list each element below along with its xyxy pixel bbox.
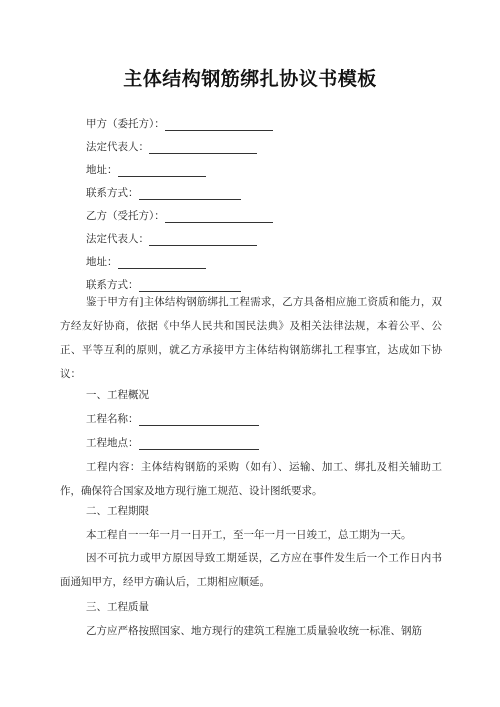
party-b-address-line <box>86 255 206 269</box>
section1-heading: 一、工程概况 <box>86 389 149 401</box>
party-b-representative-label: 法定代表人： <box>86 233 149 245</box>
party-a-blank <box>165 119 273 131</box>
project-content-paragraph: 工程内容：主体结构钢筋的采购（如有）、运输、加工、绑扎及相关辅助工作，确保符合国家及地方现行施工规范、设计图纸要求。 <box>60 461 442 497</box>
party-b-address-blank <box>118 257 206 269</box>
project-location-label: 工程地点： <box>86 437 139 449</box>
party-a-label: 甲方（委托方）： <box>86 118 165 130</box>
party-b-label: 乙方（受托方）： <box>86 210 165 222</box>
document-title: 主体结构钢筋绑扎协议书模板 <box>123 68 377 90</box>
project-location-blank <box>139 438 259 450</box>
party-b-representative-blank <box>149 234 257 246</box>
party-b-representative-line <box>86 232 257 246</box>
party-b-blank <box>165 211 273 223</box>
party-a-line <box>86 117 273 131</box>
party-a-address-blank <box>118 165 206 177</box>
party-a-representative-label: 法定代表人： <box>86 141 149 153</box>
party-a-address-line <box>86 163 206 177</box>
party-a-contact-label: 联系方式： <box>86 187 139 199</box>
party-a-address-label: 地址： <box>86 164 118 176</box>
party-a-contact-line <box>86 186 241 200</box>
delay-paragraph: 因不可抗力或甲方原因导致工期延误，乙方应在事件发生后一个工作日内书面通知甲方，经甲方确认后，工期相应顺延。 <box>60 552 442 588</box>
party-a-representative-blank <box>149 142 257 154</box>
project-location-line <box>86 436 259 450</box>
party-b-line <box>86 209 273 223</box>
preamble-paragraph: 鉴于甲方有]主体结构钢筋绑扎工程需求，乙方具备相应施工资质和能力，双方经友好协商，依据《中华人民共和国民法典》及相关法律法规，本着公平、公正、平等互利的原则，就乙方承接甲方主体结构钢筋绑扎工程事宜，达成如下协议： <box>60 296 442 380</box>
party-a-representative-line <box>86 140 257 154</box>
section2-heading: 二、工程期限 <box>86 505 149 517</box>
party-b-address-label: 地址： <box>86 256 118 268</box>
party-b-contact-label: 联系方式： <box>86 279 139 291</box>
section3-heading: 三、工程质量 <box>86 601 149 613</box>
period-paragraph: 本工程自一一年一月一日开工，至一年一月一日竣工，总工期为一天。 <box>86 529 412 541</box>
project-name-line <box>86 412 259 426</box>
quality-paragraph: 乙方应严格按照国家、地方现行的建筑工程施工质量验收统一标准、钢筋 <box>86 625 422 637</box>
project-name-blank <box>139 414 259 426</box>
project-name-label: 工程名称： <box>86 413 139 425</box>
party-a-contact-blank <box>139 188 241 200</box>
